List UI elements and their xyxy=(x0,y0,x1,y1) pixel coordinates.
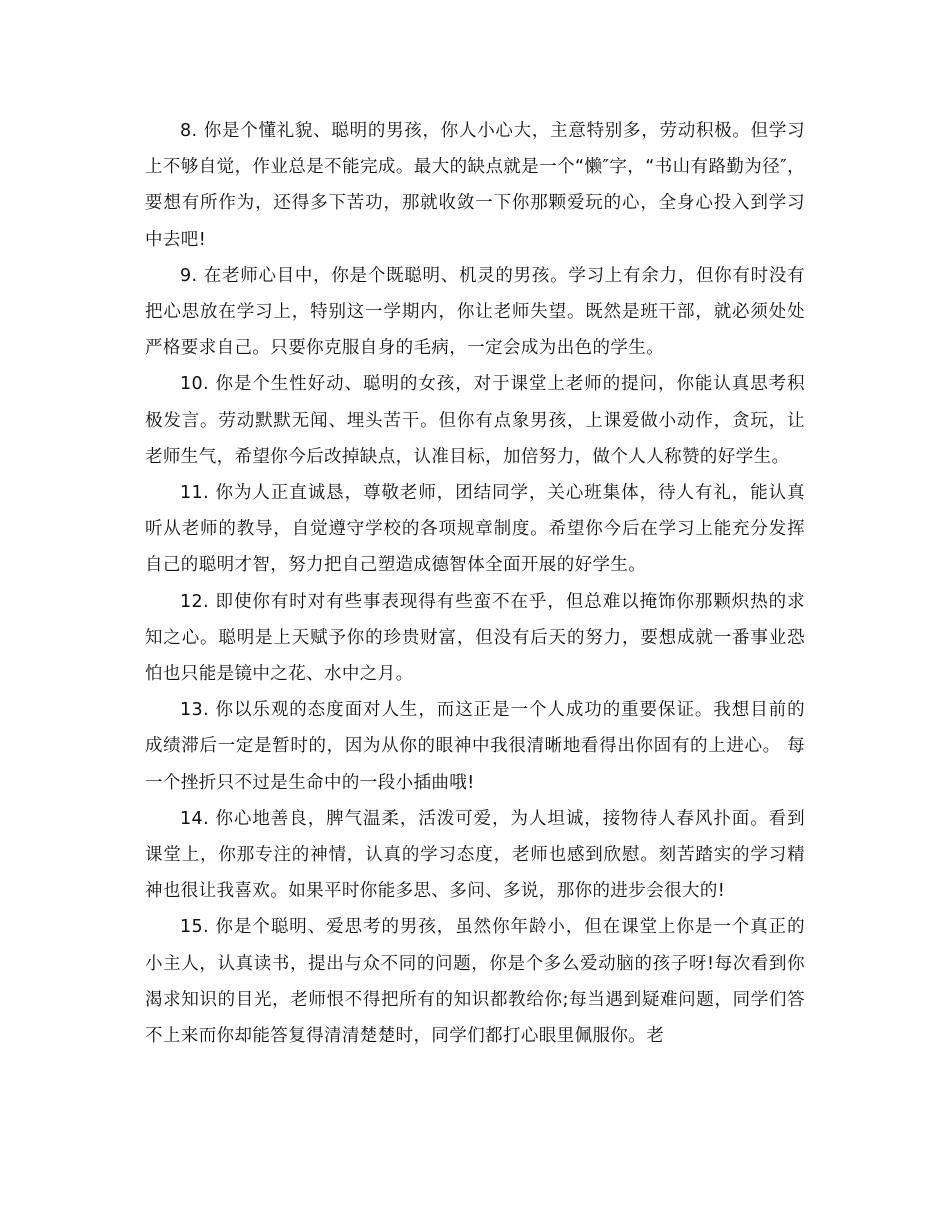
document-body xyxy=(145,113,805,1054)
paragraph-comment-9: 9. 在老师心目中，你是个既聪明、机灵的男孩。学习上有余力，但你有时没有把心思放在学习上，特别这一学期内，你让老师失望。既然是班干部，就必须处处严格要求自己。只要你克服自身的毛病，一定会成为出色的学生。 xyxy=(145,265,805,359)
paragraph-comment-10: 10. 你是个生性好动、聪明的女孩，对于课堂上老师的提问，你能认真思考积极发言。劳动默默无闻、埋头苦干。但你有点象男孩，上课爱做小动作，贪玩，让老师生气，希望你今后改掉缺点，认准目标，加倍努力，做个人人称赞的好学生。 xyxy=(145,374,805,467)
paragraph-comment-11: 11. 你为人正直诚恳，尊敬老师，团结同学，关心班集体，待人有礼，能认真听从老师的教导，自觉遵守学校的各项规章制度。希望你今后在学习上能充分发挥自己的聪明才智，努力把自己塑造成德智体全面开展的好学生。 xyxy=(145,483,805,576)
paragraph-comment-15: 15. 你是个聪明、爱思考的男孩，虽然你年龄小，但在课堂上你是一个真正的小主人，认真读书，提出与众不同的问题，你是个多么爱动脑的孩子呀!每次看到你渴求知识的目光，老师恨不得把所有的知识都教给你;每当遇到疑难问题，同学们答不上来而你却能答复得清清楚楚时，同学们都打心眼里佩服你。老 xyxy=(145,917,805,1047)
paragraph-comment-8: 8. 你是个懂礼貌、聪明的男孩，你人小心大，主意特别多，劳动积极。但学习上不够自觉，作业总是不能完成。最大的缺点就是一个“懒″字，“书山有路勤为径″，要想有所作为，还得多下苦功，那就收敛一下你那颗爱玩的心，全身心投入到学习中去吧! xyxy=(145,121,805,250)
paragraph-comment-13: 13. 你以乐观的态度面对人生，而这正是一个人成功的重要保证。我想目前的成绩滞后一定是暂时的，因为从你的眼神中我很清晰地看得出你固有的上进心。 每一个挫折只不过是生命中的一段小插曲哦! xyxy=(145,700,805,793)
paragraph-comment-12: 12. 即使你有时对有些事表现得有些蛮不在乎，但总难以掩饰你那颗炽热的求知之心。聪明是上天赋予你的珍贵财富，但没有后天的努力，要想成就一番事业恐怕也只能是镜中之花、水中之月。 xyxy=(145,591,805,685)
paragraph-comment-14: 14. 你心地善良，脾气温柔，活泼可爱，为人坦诚，接物待人春风扑面。看到课堂上，你那专注的神情，认真的学习态度，老师也感到欣慰。刻苦踏实的学习精神也很让我喜欢。如果平时你能多思、多问、多说，那你的进步会很大的! xyxy=(145,808,805,902)
